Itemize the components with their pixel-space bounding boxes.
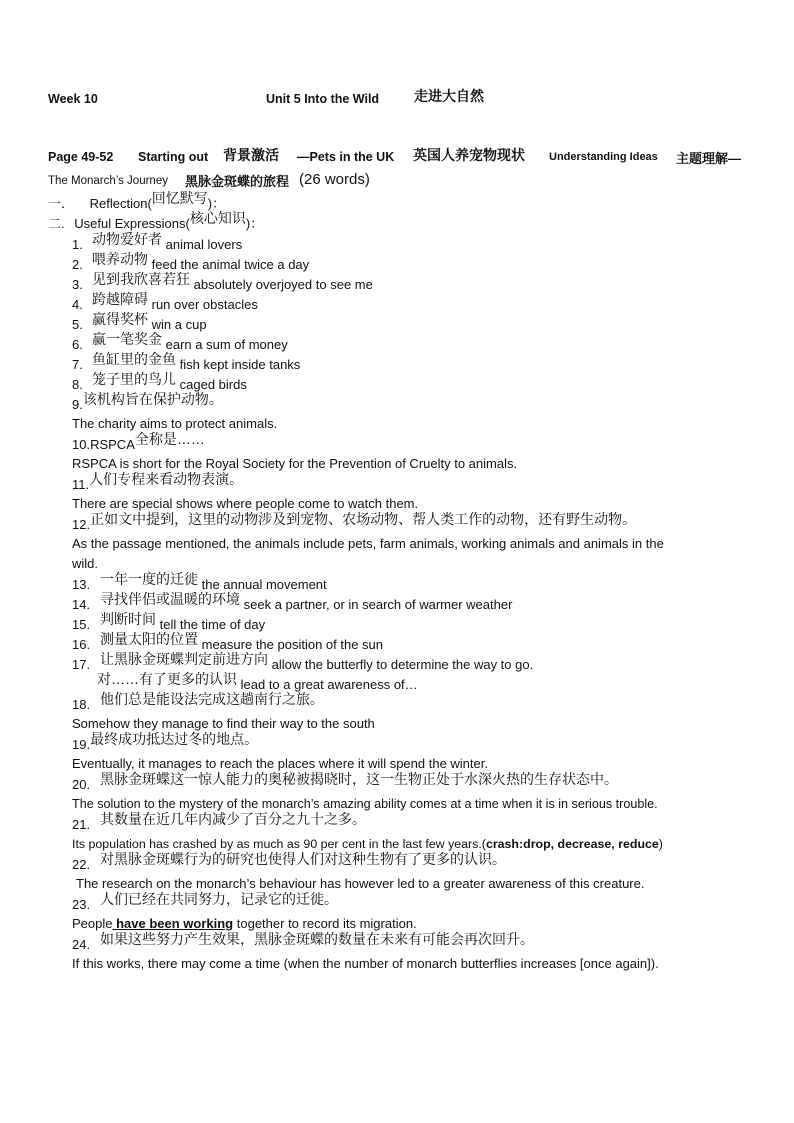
sentence-zh: 20. 黑脉金斑蝶这一惊人能力的奥秘被揭晓时，这一生物正处于水深火热的生存状态中。 xyxy=(72,771,618,792)
section-label-end: )： xyxy=(245,216,264,231)
list-item: 6. 赢一笔奖金 earn a sum of money xyxy=(72,331,288,352)
section-label-zh: 核心知识 xyxy=(189,210,246,226)
list-item: 7. 鱼缸里的金鱼 fish kept inside tanks xyxy=(72,351,301,372)
sentence-en: The solution to the mystery of the monarch’s amazing ability comes at a time when it is in serious trouble. xyxy=(72,797,658,811)
sentence-zh: 11.人们专程来看动物表演。 xyxy=(72,471,244,492)
sentence-zh: 9.该机构旨在保护动物。 xyxy=(72,391,223,412)
list-item: 对……有了更多的认识 lead to a great awareness of… xyxy=(97,671,418,692)
unit-title: Unit 5 Into the Wild xyxy=(266,92,380,106)
sentence-zh: 21. 其数量在近几年内减少了百分之九十之多。 xyxy=(72,811,366,832)
pets-in-uk-zh: 英国人养宠物现状 xyxy=(413,147,525,163)
list-item: 14. 寻找伴侣或温暖的环境 seek a partner, or in search of warmer weather xyxy=(72,591,513,612)
section-label: Useful Expressions( xyxy=(74,216,190,231)
list-item: 5. 赢得奖杯 win a cup xyxy=(72,311,207,332)
section-number: 一． xyxy=(48,196,75,211)
sentence-en: wild. xyxy=(72,556,99,571)
list-item: 16. 测量太阳的位置 measure the position of the sun xyxy=(72,631,384,652)
sentence-en: As the passage mentioned, the animals include pets, farm animals, working animals and animals in the xyxy=(72,536,664,551)
starting-out: Starting out xyxy=(138,150,209,164)
section-useful-expressions xyxy=(48,210,264,232)
list-item: 15. 判断时间 tell the time of day xyxy=(72,611,266,632)
underlined-phrase: have been working xyxy=(112,916,234,931)
sentence-zh: 24. 如果这些努力产生效果，黑脉金斑蝶的数量在未来有可能会再次回升。 xyxy=(72,931,534,952)
sentence-en: If this works, there may come a time (when the number of monarch butterflies increases [once again]). xyxy=(72,956,659,971)
section-label: Reflection( xyxy=(89,196,152,211)
sentence-en: Its population has crashed by as much as 90 per cent in the last few years.(crash:drop, decrease, reduce) xyxy=(72,837,663,851)
pets-in-uk: —Pets in the UK xyxy=(297,150,395,164)
sentence-zh: 12.正如文中提到，这里的动物涉及到宠物、农场动物、帮人类工作的动物，还有野生动物。 xyxy=(72,511,637,532)
section-number: 二. xyxy=(48,216,65,231)
sentence-en: People have been working together to record its migration. xyxy=(72,916,417,931)
section-label-zh: 回忆默写 xyxy=(151,190,208,206)
journey-title-zh: 黑脉金斑蝶的旅程 xyxy=(185,174,290,189)
emphasis-text: crash:drop, decrease, reduce xyxy=(485,837,659,851)
sentence-zh: 22. 对黑脉金斑蝶行为的研究也使得人们对这种生物有了更多的认识。 xyxy=(72,851,506,872)
sentence-en: Somehow they manage to find their way to the south xyxy=(72,716,375,731)
understanding-ideas-zh: 主题理解— xyxy=(676,151,742,166)
list-item: 3. 见到我欣喜若狂 absolutely overjoyed to see me xyxy=(72,271,373,292)
word-count: (26 words) xyxy=(299,171,370,188)
sentence-zh: 23. 人们已经在共同努力，记录它的迁徙。 xyxy=(72,891,338,912)
list-item: 8. 笼子里的鸟儿 caged birds xyxy=(72,371,247,392)
sentence-zh: 10.RSPCA全称是…… xyxy=(72,431,205,452)
sentence-en: The research on the monarch’s behaviour has however led to a greater awareness of this creature. xyxy=(76,876,645,891)
list-item: 17. 让黑脉金斑蝶判定前进方向 allow the butterfly to determine the way to go. xyxy=(72,651,534,672)
journey-title: The Monarch’s Journey xyxy=(48,175,168,187)
week-label: Week 10 xyxy=(48,92,98,106)
sentence-en: There are special shows where people come to watch them. xyxy=(72,496,419,511)
list-item: 1. 动物爱好者 animal lovers xyxy=(72,231,243,252)
sentence-en: RSPCA is short for the Royal Society for the Prevention of Cruelty to animals. xyxy=(72,456,518,471)
sentence-en: The charity aims to protect animals. xyxy=(72,416,278,431)
unit-title-zh: 走进大自然 xyxy=(414,88,484,104)
list-item: 4. 跨越障碍 run over obstacles xyxy=(72,291,258,312)
sentence-zh: 19.最终成功抵达过冬的地点。 xyxy=(72,731,259,752)
sentence-en: Eventually, it manages to reach the places where it will spend the winter. xyxy=(72,756,488,771)
sentence-zh: 18. 他们总是能设法完成这趟南行之旅。 xyxy=(72,691,324,712)
list-item: 2. 喂养动物 feed the animal twice a day xyxy=(72,251,310,272)
page-range: Page 49-52 xyxy=(48,150,114,164)
list-item: 13. 一年一度的迁徙 the annual movement xyxy=(72,571,327,592)
starting-out-zh: 背景激活 xyxy=(223,147,279,163)
section-label-end: )： xyxy=(207,196,226,211)
understanding-ideas: Understanding Ideas xyxy=(549,151,658,163)
